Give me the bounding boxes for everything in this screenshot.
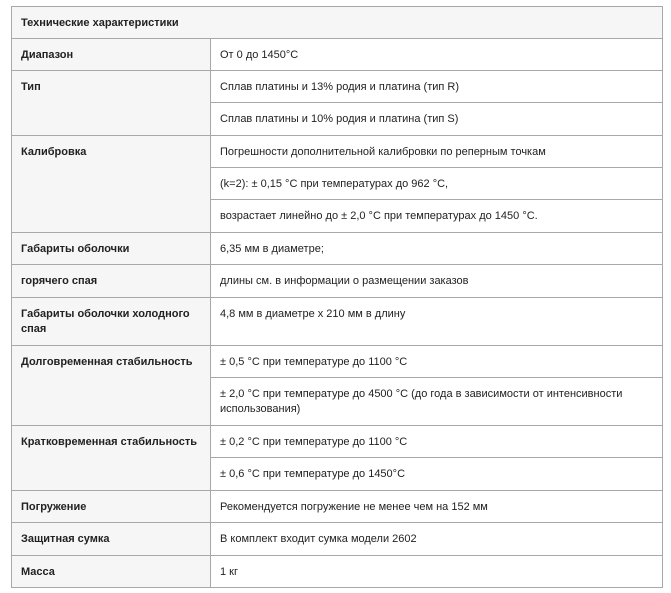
row-value: От 0 до 1450°C — [211, 39, 663, 71]
row-value: 1 кг — [211, 556, 663, 588]
row-value: ± 0,5 °C при температуре до 1100 °C — [211, 346, 663, 378]
row-label: Масса — [12, 556, 211, 588]
row-value: Погрешности дополнительной калибровки по реперным точкам — [211, 136, 663, 168]
table-row-short-term — [12, 426, 663, 458]
row-label: горячего спая — [12, 265, 211, 298]
row-value: В комплект входит сумка модели 2602 — [211, 523, 663, 556]
row-value: длины см. в информации о размещении заказов — [211, 265, 663, 298]
table-row-long-term — [12, 346, 663, 378]
row-label: Габариты оболочки холодного спая — [12, 298, 211, 346]
specifications-table — [11, 6, 663, 588]
row-value: ± 2,0 °C при температуре до 4500 °C (до года в зависимости от интенсивности использования) — [211, 378, 663, 426]
table-row-hot-junction — [12, 265, 663, 298]
row-value: ± 0,6 °C при температуре до 1450°C — [211, 458, 663, 491]
table-title: Технические характеристики — [12, 7, 663, 39]
row-value: 4,8 мм в диаметре x 210 мм в длину — [211, 298, 663, 346]
row-value: (k=2): ± 0,15 °C при температурах до 962 °C, — [211, 168, 663, 200]
row-value: Рекомендуется погружение не менее чем на 152 мм — [211, 491, 663, 523]
row-label: Диапазон — [12, 39, 211, 71]
table-row-cold-sheath — [12, 298, 663, 346]
table-row-sheath — [12, 233, 663, 265]
row-value: 6,35 мм в диаметре; — [211, 233, 663, 265]
table-row-mass — [12, 556, 663, 588]
table-row-case — [12, 523, 663, 556]
table-row-immersion — [12, 491, 663, 523]
row-value: возрастает линейно до ± 2,0 °C при температурах до 1450 °C. — [211, 200, 663, 233]
row-label: Тип — [12, 71, 211, 136]
row-label: Долговременная стабильность — [12, 346, 211, 426]
table-row-range — [12, 39, 663, 71]
row-label: Защитная сумка — [12, 523, 211, 556]
row-value: Сплав платины и 13% родия и платина (тип R) — [211, 71, 663, 103]
row-label: Габариты оболочки — [12, 233, 211, 265]
row-label: Погружение — [12, 491, 211, 523]
row-label: Кратковременная стабильность — [12, 426, 211, 491]
row-label: Калибровка — [12, 136, 211, 233]
row-value: Сплав платины и 10% родия и платина (тип S) — [211, 103, 663, 136]
table-row-calibration — [12, 136, 663, 168]
table-row-type — [12, 71, 663, 103]
row-value: ± 0,2 °C при температуре до 1100 °C — [211, 426, 663, 458]
